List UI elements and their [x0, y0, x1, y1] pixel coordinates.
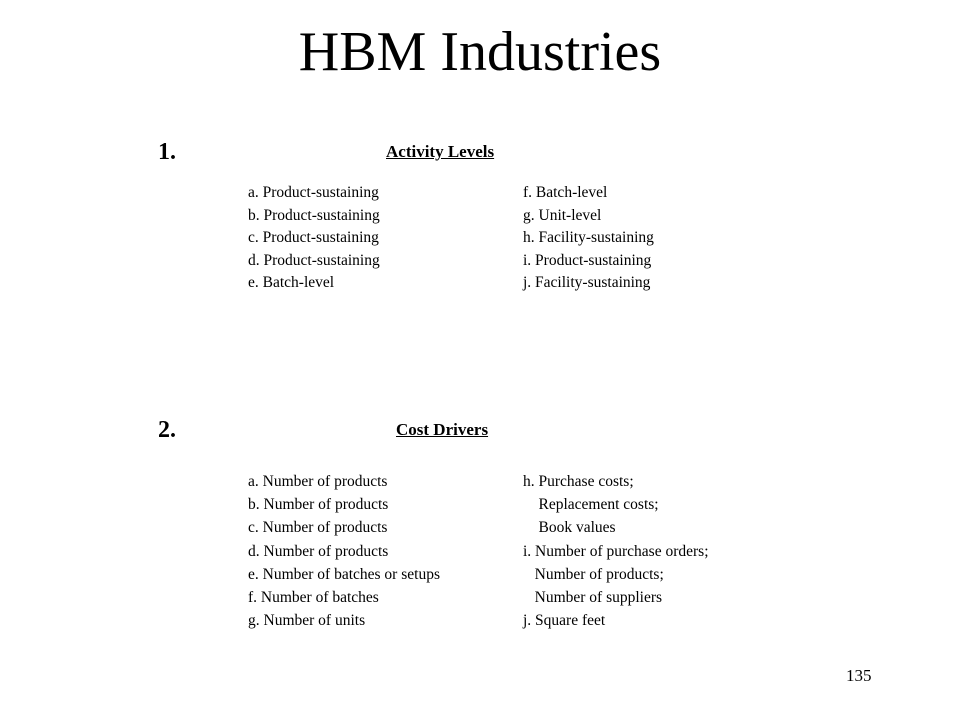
list-item: d. Number of products: [248, 542, 389, 560]
list-item: f. Number of batches: [248, 589, 379, 607]
list-item: a. Product-sustaining: [248, 184, 379, 201]
cost-drivers-left-column: [248, 470, 440, 632]
list-item: f. Batch-level: [523, 184, 608, 201]
list-item: Replacement costs;: [523, 496, 659, 514]
list-item: e. Number of batches or setups: [248, 565, 440, 583]
list-item: c. Product-sustaining: [248, 229, 379, 246]
list-item: e. Batch-level: [248, 274, 335, 291]
list-item: Number of suppliers: [523, 589, 663, 607]
activity-levels-left-column: [248, 182, 380, 295]
list-item: Book values: [523, 519, 616, 537]
list-item: g. Number of units: [248, 612, 366, 630]
list-item: Number of products;: [523, 565, 664, 583]
cost-drivers-right-column: [523, 470, 709, 632]
list-item: j. Facility-sustaining: [523, 274, 651, 291]
list-item: i. Number of purchase orders;: [523, 542, 709, 560]
activity-levels-right-column: [523, 182, 654, 295]
list-item: a. Number of products: [248, 473, 388, 490]
section-number: 2.: [158, 417, 176, 443]
section-heading-cost-drivers: Cost Drivers: [396, 420, 489, 439]
list-item: h. Purchase costs;: [523, 473, 634, 490]
list-item: h. Facility-sustaining: [523, 229, 654, 246]
list-item: g. Unit-level: [523, 206, 602, 224]
list-item: d. Product-sustaining: [248, 251, 380, 269]
list-item: b. Number of products: [248, 496, 389, 514]
list-item: i. Product-sustaining: [523, 251, 652, 269]
list-item: b. Product-sustaining: [248, 206, 380, 224]
list-item: j. Square feet: [523, 612, 606, 630]
list-item: c. Number of products: [248, 519, 388, 537]
slide-title: HBM Industries: [298, 21, 662, 83]
section-heading-activity-levels: Activity Levels: [386, 142, 495, 161]
page-number: 135: [846, 666, 872, 685]
section-number: 1.: [158, 139, 176, 165]
